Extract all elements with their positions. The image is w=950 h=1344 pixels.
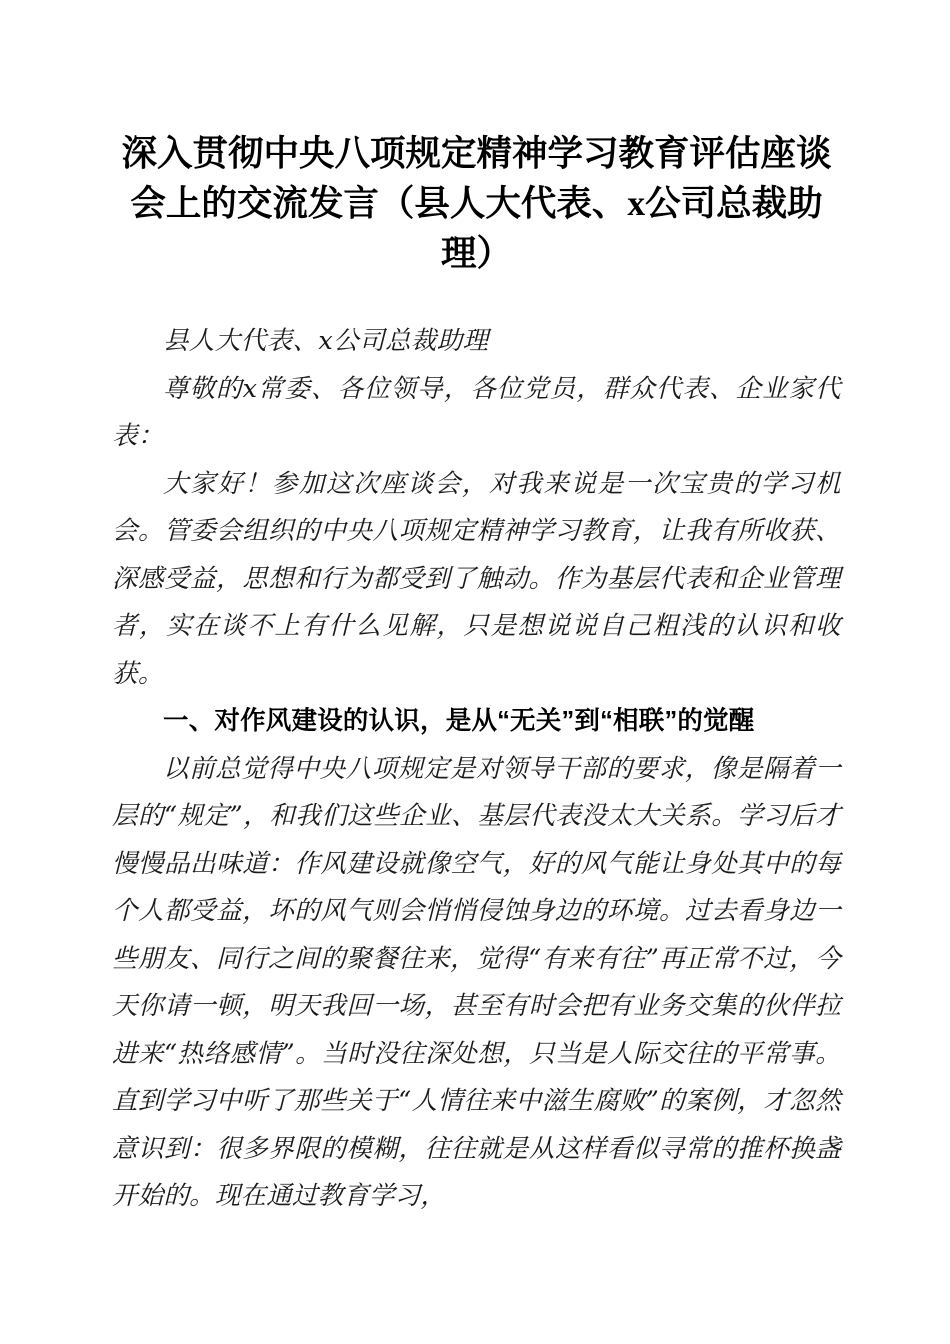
document-content: [112, 0, 841, 1221]
section-one-paragraph: 以前总觉得中央八项规定是对领导干部的要求，像是隔着一层的“规定”，和我们这些企业、基层代表没太大关系。学习后才慢慢品出味道：作风建设就像空气，好的风气能让身处其中的每个人都受益，坏的风气则会悄悄侵蚀身边的环境。过去看身边一些朋友、同行之间的聚餐往来，觉得“有来有往”再正常不过，今天你请一顿，明天我回一场，甚至有时会把有业务交集的伙伴拉进来“热络感情”。当时没往深处想，只当是人际交往的平常事。直到学习中听了那些关于“人情往来中滋生腐败”的案例，才忽然意识到：很多界限的模糊，往往就是从这样看似寻常的推杯换盏开始的。现在通过教育学习，: [112, 753, 841, 1211]
section-heading-one: 一、对作风建设的认识，是从“无关”到“相联”的觉醒: [163, 707, 755, 735]
byline-paragraph: 县人大代表、x公司总裁助理: [163, 326, 489, 356]
salutation-paragraph: 尊敬的x常委、各位领导，各位党员，群众代表、企业家代表：: [112, 373, 841, 451]
opening-paragraph: 大家好！参加这次座谈会，对我来说是一次宝贵的学习机会。管委会组织的中央八项规定精神学习教育，让我有所收获、深感受益，思想和行为都受到了触动。作为基层代表和企业管理者，实在谈不上有什么见解，只是想说说自己粗浅的认识和收获。: [112, 468, 841, 689]
document-body: [112, 318, 841, 1221]
page-title: 深入贯彻中央八项规定精神学习教育评估座谈会上的交流发言（县人大代表、x公司总裁助理）: [121, 133, 832, 273]
